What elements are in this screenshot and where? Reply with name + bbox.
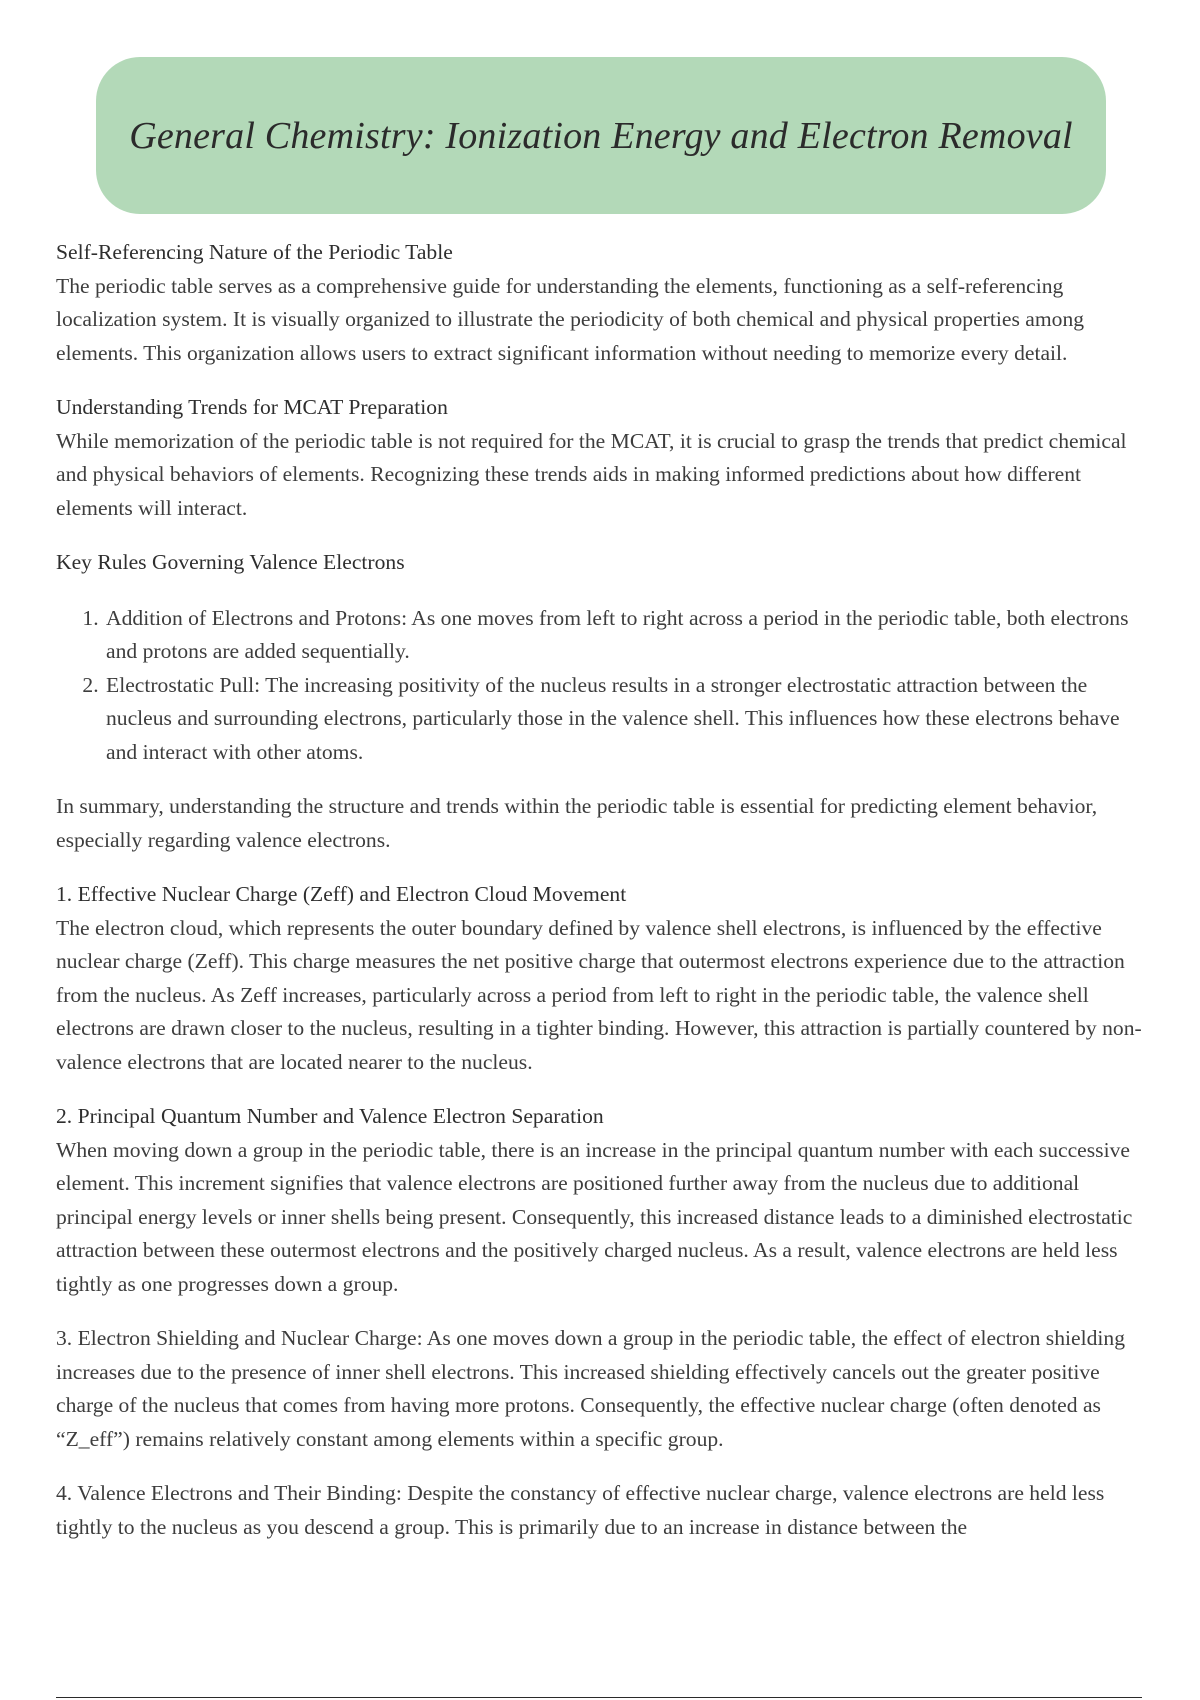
section-self-referencing xyxy=(56,236,1146,370)
section-summary xyxy=(56,790,1146,857)
list-item: 2. Electrostatic Pull: The increasing positivity of the nucleus results in a stronger electrostatic attraction between the nucleus and surrounding electrons, particularly those in the valence shell. This influences how these electrons behave and interact with other atoms. xyxy=(104,669,1146,770)
section-paragraph: 4. Valence Electrons and Their Binding: Despite the constancy of effective nuclear charge, valence electrons are held less tightly to the nucleus as you descend a group. This is primarily due to an increase in distance between the xyxy=(56,1481,1105,1539)
section-principal-quantum xyxy=(56,1100,1146,1301)
section-mcat-trends xyxy=(56,391,1146,525)
section-heading: Understanding Trends for MCAT Preparation xyxy=(56,395,448,419)
section-heading: Key Rules Governing Valence Electrons xyxy=(56,550,405,574)
list-item: 1. Addition of Electrons and Protons: As one moves from left to right across a period in the periodic table, both electrons and protons are added sequentially. xyxy=(104,602,1146,669)
document-body xyxy=(56,236,1146,1565)
section-zeff xyxy=(56,878,1146,1079)
section-heading: 2. Principal Quantum Number and Valence Electron Separation xyxy=(56,1104,604,1128)
section-electron-shielding xyxy=(56,1322,1146,1456)
section-heading: Self-Referencing Nature of the Periodic Table xyxy=(56,240,453,264)
section-paragraph: 3. Electron Shielding and Nuclear Charge: As one moves down a group in the periodic table, the effect of electron shielding increases due to the presence of inner shell electrons. This increased shielding effectively cancels out the greater positive charge of the nucleus that comes from having more protons. Consequently, the effective nuclear charge (often denoted as “Z_eff”) remains relatively constant among elements within a specific group. xyxy=(56,1326,1125,1451)
section-paragraph: While memorization of the periodic table is not required for the MCAT, it is crucial to grasp the trends that predict chemical and physical behaviors of elements. Recognizing these trends aids in making informed predictions about how different elements will interact. xyxy=(56,428,1127,520)
title-banner xyxy=(96,57,1106,214)
section-heading: 1. Effective Nuclear Charge (Zeff) and Electron Cloud Movement xyxy=(56,882,627,906)
section-key-rules xyxy=(56,546,1146,769)
footer-divider xyxy=(56,1697,1142,1698)
section-paragraph: The electron cloud, which represents the outer boundary defined by valence shell electrons, is influenced by the effective nuclear charge (Zeff). This charge measures the net positive charge that outermost electrons experience due to the attraction from the nucleus. As Zeff increases, particularly across a period from left to right in the periodic table, the valence shell electrons are drawn closer to the nucleus, resulting in a tighter binding. However, this attraction is partially countered by non-valence electrons that are located nearer to the nucleus. xyxy=(56,915,1142,1074)
summary-paragraph: In summary, understanding the structure and trends within the periodic table is essential for predicting element behavior, especially regarding valence electrons. xyxy=(56,794,1098,852)
section-paragraph: When moving down a group in the periodic table, there is an increase in the principal quantum number with each successive element. This increment signifies that valence electrons are positioned further away from the nucleus due to additional principal energy levels or inner shells being present. Consequently, this increased distance leads to a diminished electrostatic attraction between these outermost electrons and the positively charged nucleus. As a result, valence electrons are held less tightly as one progresses down a group. xyxy=(56,1137,1133,1296)
page-title: General Chemistry: Ionization Energy and Electron Removal xyxy=(129,114,1073,157)
section-paragraph: The periodic table serves as a comprehensive guide for understanding the elements, functioning as a self-referencing localization system. It is visually organized to illustrate the periodicity of both chemical and physical properties among elements. This organization allows users to extract significant information without needing to memorize every detail. xyxy=(56,273,1085,365)
key-rules-list xyxy=(56,602,1146,770)
section-valence-binding xyxy=(56,1477,1146,1544)
